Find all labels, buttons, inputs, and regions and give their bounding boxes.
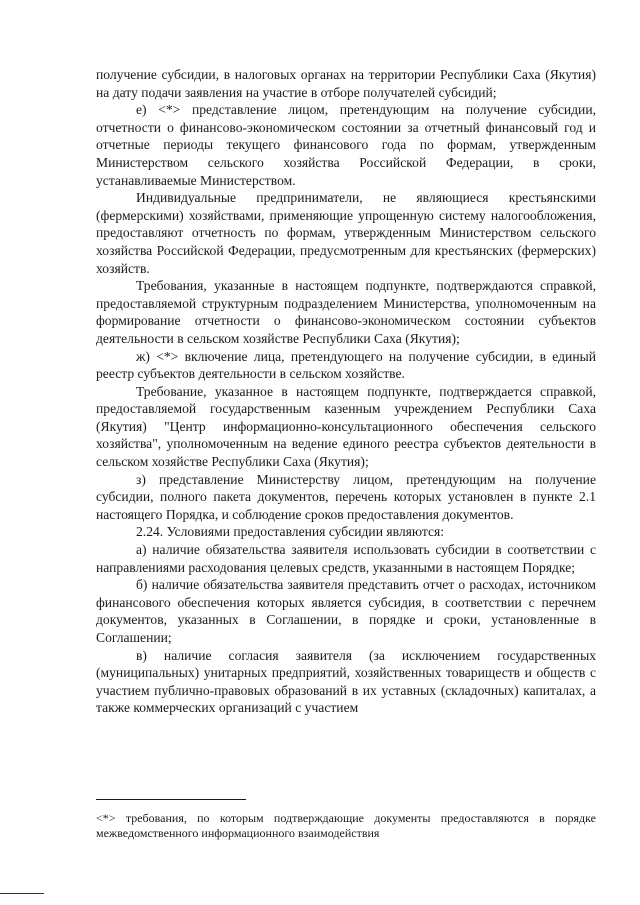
paragraph-item-z: з) представление Министерству лицом, претендующим на получение субсидии, полного пакета документов, перечень которых установлен в пункте 2.1 настоящего Порядка, и соблюдение сроков предоставления документов. bbox=[96, 471, 596, 522]
paragraph-item-v: в) наличие согласия заявителя (за исключением государственных (муниципальных) унитарных предприятий, хозяйственных товариществ и обществ с участием публично-правовых образований в их уставных (складочных) капиталах, а также коммерческих организаций с участием bbox=[96, 647, 596, 716]
paragraph-requirement-zh: Требование, указанное в настоящем подпункте, подтверждается справкой, предоставляемой государственным казенным учреждением Республики Саха (Якутия) "Центр информационно-консультационного обеспечения сельского хозяйства", уполномоченным на ведение единого реестра субъектов деятельности в сельском хозяйстве Республики Саха (Якутия); bbox=[96, 383, 596, 470]
document-body bbox=[96, 66, 596, 717]
footnote-divider bbox=[96, 799, 246, 800]
paragraph-requirements-e: Требования, указанные в настоящем подпункте, подтверждаются справкой, предоставляемой структурным подразделением Министерства, уполномоченным на формирование отчетности о финансово-экономическом состоянии субъектов деятельности в сельском хозяйстве Республики Саха (Якутия); bbox=[96, 278, 596, 346]
paragraph-individual-entrepreneurs: Индивидуальные предприниматели, не являющиеся крестьянскими (фермерскими) хозяйствами, применяющие упрощенную систему налогообложения, предоставляют отчетность по формам, утвержденным Министерством сельского хозяйства Российской Федерации, предусмотренным для крестьянских (фермерских) хозяйств. bbox=[96, 190, 596, 276]
footnote-text: <*> требования, по которым подтверждающие документы предоставляются в порядке межведомственного информационного взаимодействия bbox=[96, 811, 596, 840]
paragraph-item-e: е) <*> представление лицом, претендующим на получение субсидии, отчетности о финансово-экономическом состоянии за отчетный финансовый год и отчетные периоды текущего финансового года по формам, утвержденным Министерством сельского хозяйства Российской Федерации, в сроки, устанавливаемые Министерством. bbox=[96, 102, 596, 188]
paragraph-continuation: получение субсидии, в налоговых органах на территории Республики Саха (Якутия) на дату подачи заявления на участие в отборе получателей субсидий; bbox=[96, 67, 596, 100]
paragraph-item-b: б) наличие обязательства заявителя представить отчет о расходах, источником финансового обеспечения которых является субсидия, в соответствии с перечнем документов, указанных в Соглашении, в порядке и сроки, установленные в Соглашении; bbox=[96, 577, 596, 645]
paragraph-item-a: а) наличие обязательства заявителя использовать субсидии в соответствии с направлениями расходования целевых средств, указанными в настоящем Порядке; bbox=[96, 542, 596, 575]
paragraph-item-zh: ж) <*> включение лица, претендующего на получение субсидии, в единый реестр субъектов деятельности в сельском хозяйстве. bbox=[96, 348, 596, 382]
scan-edge-line bbox=[0, 893, 44, 894]
paragraph-section-2-24: 2.24. Условиями предоставления субсидии являются: bbox=[136, 524, 445, 540]
